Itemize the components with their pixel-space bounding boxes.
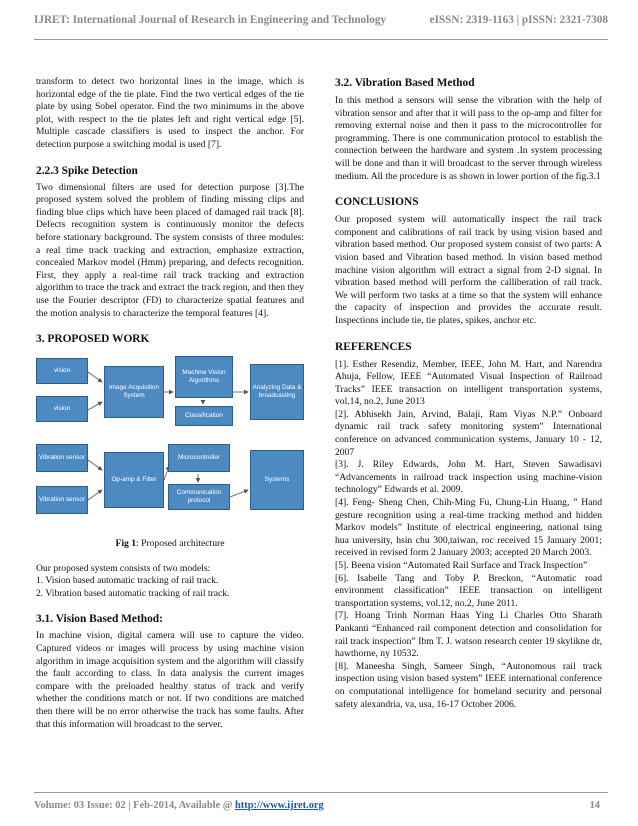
opamp-box: Op-amp & Filter (104, 452, 164, 508)
journal-title: IJRET: International Journal of Research in Engineering and Technology (34, 14, 387, 26)
paragraph: In this method a sensors will sense the vibration with the help of vibration sensor and after that it will pass to the op-amp and filter for removing external noise and then it pass to the microcontroller for programming. There is one communication protocol to establish the connection between the hardware and system .In system processing will be done and than it will broadcast to the server through wireless medium. All the procedure is as shown in lower portion of the fig.3.1 (335, 95, 602, 182)
analyzing-box: Analyzing Data & broadcasting (250, 364, 304, 420)
journal-link[interactable]: http://www.ijret.org (235, 800, 324, 811)
page-footer (34, 792, 608, 818)
machine-vision-box: Machine Vision Algorithms (175, 356, 233, 398)
image-acquisition-box: Image Acquisition System (104, 366, 164, 418)
section-heading-proposed: 3. PROPOSED WORK (36, 333, 150, 346)
reference-item: [8]. Maneesha Singh, Sameer Singh, “Autonomous rail track inspection using vision based system” IEEE international conference on computational intelligence for homeland security and personal safety alexandria, va, usa, 16-17 October 2006. (335, 660, 602, 710)
reference-item: [2]. Abhisekh Jain, Arvind, Balaji, Ram Viyas N.P.” Onboard dynamic rail track safety monitoring system” International conference on advanced communication systems, January 10 - 12, 2007 (335, 408, 602, 458)
figure-caption-text: : Proposed architecture (136, 538, 225, 550)
vision-box-1: vision (36, 358, 88, 384)
volume-text: Volume: 03 Issue: 02 | Feb-2014, Available @ (34, 800, 236, 811)
reference-item: [7]. Hoang Trinh Norman Haas Ying Li Charles Otto Sharath Pankanti “Enhanced rail component detection and consolidation for rail track inspection” Ibm T. J. watson research center 19 skylikne dr, hawthorne, ny 10532. (335, 610, 602, 660)
header-rule (34, 39, 608, 40)
section-heading-conclusions: CONCLUSIONS (335, 196, 419, 209)
section-heading-spike: 2.2.3 Spike Detection (36, 164, 138, 177)
paragraph: In machine vision, digital camera will use to capture the video. Captured videos or images will process by using machine vision algorithm in image acquisition system and the algorithm will classify the fault according to class. In data analysis the current images compare with the preloaded healthy status of track and verify whether the conditions match or not. If two conditions are matched then there will be no error otherwise the track has some faults. After that this information will broadcast to the server. (36, 630, 304, 730)
page-header (34, 8, 608, 40)
section-heading-references: REFERENCES (335, 340, 412, 353)
left-column (36, 76, 304, 731)
footer-rule (34, 792, 608, 793)
microcontroller-box: Microcontroller (168, 444, 230, 472)
reference-item: [1]. Esther Resendiz, Member, IEEE, John M. Hart, and Narendra Ahuja, Fellow, IEEE “Automated Visual Inspection of Railroad Tracks” IEEE transaction on intelligent transportation systems, vol.14, no.2, June 2013 (335, 358, 602, 408)
list-item: 2. Vibration based automatic tracking of rail track. (36, 587, 230, 599)
list-item: 1. Vision based automatic tracking of rail track. (36, 575, 219, 587)
vibration-sensor-box-1: Vibration sensor (36, 444, 88, 472)
right-column (335, 76, 602, 711)
figure-caption-label: Fig 1 (115, 538, 137, 550)
page-number: 14 (589, 800, 600, 811)
reference-item: [6]. Isabelle Tang and Toby P. Breckon, “Automatic road environment classification” IEEE transaction on intelligent transportation systems, vol.12, no.2, June 2011. (335, 572, 602, 609)
classification-box: Classification (175, 406, 233, 426)
systems-box: Systems (250, 450, 304, 510)
communication-box: Communication protocol (168, 484, 230, 510)
paragraph: transform to detect two horizontal lines in the image, which is horizontal edge of the tie plate. Find the two vertical edges of the tie plate by using Sobel operator. Find the two minimums in the above plot, with respect to the tie plates left and right vertical edge [5]. Multiple cascade classifiers is used to inspect the anchor. For detection purpose a switching modal is used [7]. (36, 76, 304, 150)
section-heading-vision: 3.1. Vision Based Method: (36, 613, 163, 626)
vision-box-2: vision (36, 396, 88, 422)
footer-volume (34, 800, 324, 811)
paragraph: Two dimensional filters are used for detection purpose [3].The proposed system solved the problem of finding missing clips and finding blue clips which have been placed of damaged rail track [8]. Defects recognition system is continuously monitor the defects before stationary background. The system consists of three modules: a real time track tracking and extraction, emphasize extraction, concealed Markov model (Hmm) preparing, and defects recognition. First, they apply a real-time rail track tracking and extraction algorithm to trace the track and extract the track region, and then they use the Fourier descriptor (FD) to characterize spatial features and the motion analysis to characterize the temporal features [4]. (36, 181, 304, 319)
reference-item: [3]. J. Riley Edwards, John M. Hart, Steven Sawadisavi “Advancements in railroad track inspection using machine-vision technology” Edwards et al. 2009. (335, 459, 602, 496)
vibration-sensor-box-2: Vibration sensor (36, 486, 88, 514)
architecture-figure (36, 352, 304, 534)
issn-info: eISSN: 2319-1163 | pISSN: 2321-7308 (429, 14, 608, 26)
paragraph: Our proposed system consists of two models: (36, 562, 211, 574)
reference-item: [5]. Beena vision “Automated Rail Surface and Track Inspection” (335, 560, 588, 571)
figure-caption (36, 538, 304, 551)
reference-item: [4]. Feng- Sheng Chen, Chih-Ming Fu, Chung-Lin Huang, ” Hand gesture recognition using a real-time tracking method and hidden Markov models” Institute of electrical engineering, national tsing hua university, hsin chu 300,taiwan, roc received 15 January 2001; received in revised form 2 January 2003; accepted 20 March 2003. (335, 497, 602, 559)
paragraph: Our proposed system will automatically inspect the rail track component and calibrations of rail track by using vision based and vibration based method. Our proposed system consist of two parts: A vision based and Vibration based method. In vision based method machine vision algorithm will extract a signal from 2-D signal. In vibration based method will perform the calliberation of rail track. We will perform two tasks at a time so that the system will enhance the capacity of inspection and provides the accurate result. Inspections include tie, tie plates, spikes, anchor etc. (335, 214, 602, 326)
section-heading-vibration: 3.2. Vibration Based Method (335, 77, 475, 89)
